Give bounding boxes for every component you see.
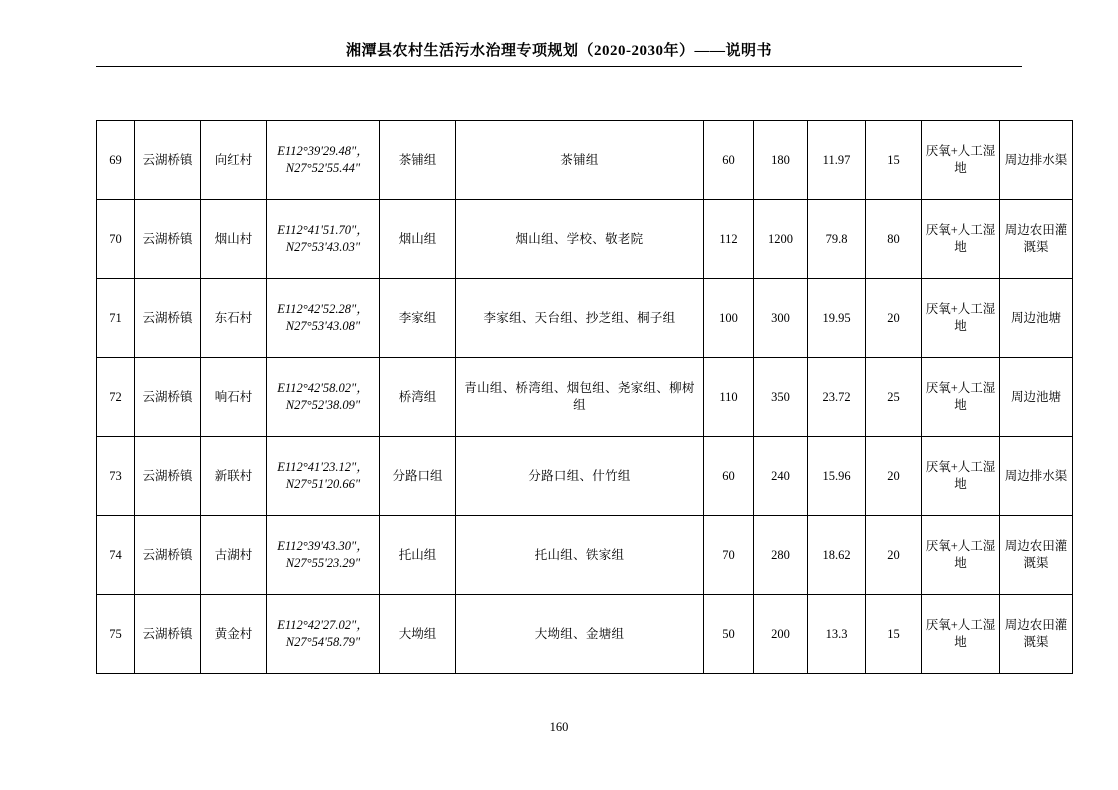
coordinate-east: E112°41'23.12"，	[277, 460, 369, 474]
cell-population: 300	[754, 279, 808, 358]
cell-sewage-volume: 15.96	[808, 437, 866, 516]
coordinate-north: N27°52'55.44"	[285, 161, 361, 175]
cell-no: 69	[97, 121, 135, 200]
cell-technology: 厌氧+人工湿地	[922, 595, 1000, 674]
cell-coordinates	[267, 595, 380, 674]
cell-households: 60	[704, 437, 754, 516]
village-sewage-table	[96, 120, 1073, 674]
cell-households: 70	[704, 516, 754, 595]
cell-population: 350	[754, 358, 808, 437]
cell-population: 200	[754, 595, 808, 674]
cell-outlet: 周边农田灌溉渠	[1000, 595, 1073, 674]
cell-no: 73	[97, 437, 135, 516]
page-header	[96, 42, 1022, 67]
cell-outlet: 周边农田灌溉渠	[1000, 516, 1073, 595]
cell-coordinates	[267, 358, 380, 437]
coordinate-east: E112°42'27.02"，	[277, 618, 369, 632]
cell-no: 70	[97, 200, 135, 279]
cell-sewage-volume: 23.72	[808, 358, 866, 437]
cell-village: 烟山村	[201, 200, 267, 279]
cell-scale: 15	[866, 121, 922, 200]
cell-group: 茶铺组	[380, 121, 456, 200]
cell-scale: 20	[866, 279, 922, 358]
cell-no: 71	[97, 279, 135, 358]
cell-village: 古湖村	[201, 516, 267, 595]
cell-outlet: 周边排水渠	[1000, 437, 1073, 516]
cell-technology: 厌氧+人工湿地	[922, 279, 1000, 358]
cell-no: 74	[97, 516, 135, 595]
cell-town: 云湖桥镇	[135, 358, 201, 437]
cell-sewage-volume: 11.97	[808, 121, 866, 200]
cell-town: 云湖桥镇	[135, 121, 201, 200]
cell-population: 280	[754, 516, 808, 595]
cell-group: 大坳组	[380, 595, 456, 674]
table-row	[97, 516, 1073, 595]
cell-technology: 厌氧+人工湿地	[922, 200, 1000, 279]
cell-groups-covered: 青山组、桥湾组、烟包组、尧家组、柳树组	[456, 358, 704, 437]
table-body	[97, 121, 1073, 674]
coordinate-north: N27°55'23.29"	[285, 556, 361, 570]
cell-coordinates	[267, 437, 380, 516]
cell-scale: 15	[866, 595, 922, 674]
coordinate-north: N27°53'43.08"	[285, 319, 361, 333]
cell-technology: 厌氧+人工湿地	[922, 437, 1000, 516]
cell-groups-covered: 大坳组、金塘组	[456, 595, 704, 674]
coordinate-north: N27°53'43.03"	[285, 240, 361, 254]
cell-technology: 厌氧+人工湿地	[922, 121, 1000, 200]
cell-households: 60	[704, 121, 754, 200]
cell-coordinates	[267, 200, 380, 279]
coordinate-north: N27°51'20.66"	[285, 477, 361, 491]
cell-scale: 80	[866, 200, 922, 279]
cell-coordinates	[267, 121, 380, 200]
table-row	[97, 200, 1073, 279]
page-number: 160	[549, 720, 569, 734]
cell-outlet: 周边池塘	[1000, 279, 1073, 358]
table-row	[97, 279, 1073, 358]
cell-village: 东石村	[201, 279, 267, 358]
cell-population: 240	[754, 437, 808, 516]
cell-town: 云湖桥镇	[135, 200, 201, 279]
coordinate-east: E112°39'29.48"，	[277, 144, 369, 158]
cell-group: 李家组	[380, 279, 456, 358]
table-row	[97, 358, 1073, 437]
coordinate-east: E112°42'52.28"，	[277, 302, 369, 316]
cell-households: 100	[704, 279, 754, 358]
cell-groups-covered: 烟山组、学校、敬老院	[456, 200, 704, 279]
coordinate-east: E112°39'43.30"，	[277, 539, 369, 553]
cell-coordinates	[267, 516, 380, 595]
cell-group: 分路口组	[380, 437, 456, 516]
cell-village: 响石村	[201, 358, 267, 437]
cell-outlet: 周边池塘	[1000, 358, 1073, 437]
cell-sewage-volume: 13.3	[808, 595, 866, 674]
data-table-container	[96, 120, 1068, 674]
cell-households: 110	[704, 358, 754, 437]
cell-groups-covered: 托山组、铁家组	[456, 516, 704, 595]
cell-coordinates	[267, 279, 380, 358]
cell-group: 托山组	[380, 516, 456, 595]
cell-no: 75	[97, 595, 135, 674]
cell-outlet: 周边农田灌溉渠	[1000, 200, 1073, 279]
cell-town: 云湖桥镇	[135, 516, 201, 595]
table-row	[97, 121, 1073, 200]
cell-village: 黄金村	[201, 595, 267, 674]
cell-village: 向红村	[201, 121, 267, 200]
coordinate-north: N27°54'58.79"	[285, 635, 361, 649]
cell-village: 新联村	[201, 437, 267, 516]
cell-scale: 20	[866, 516, 922, 595]
cell-households: 50	[704, 595, 754, 674]
cell-no: 72	[97, 358, 135, 437]
cell-population: 1200	[754, 200, 808, 279]
coordinate-north: N27°52'38.09"	[285, 398, 361, 412]
cell-town: 云湖桥镇	[135, 595, 201, 674]
cell-households: 112	[704, 200, 754, 279]
cell-scale: 20	[866, 437, 922, 516]
cell-groups-covered: 茶铺组	[456, 121, 704, 200]
cell-group: 桥湾组	[380, 358, 456, 437]
coordinate-east: E112°42'58.02"，	[277, 381, 369, 395]
cell-scale: 25	[866, 358, 922, 437]
cell-sewage-volume: 19.95	[808, 279, 866, 358]
cell-technology: 厌氧+人工湿地	[922, 516, 1000, 595]
cell-technology: 厌氧+人工湿地	[922, 358, 1000, 437]
cell-town: 云湖桥镇	[135, 437, 201, 516]
table-row	[97, 595, 1073, 674]
cell-groups-covered: 分路口组、什竹组	[456, 437, 704, 516]
cell-population: 180	[754, 121, 808, 200]
cell-groups-covered: 李家组、天台组、抄芝组、桐子组	[456, 279, 704, 358]
header-title: 湘潭县农村生活污水治理专项规划（2020-2030年）——说明书	[346, 43, 772, 59]
table-row	[97, 437, 1073, 516]
coordinate-east: E112°41'51.70"，	[277, 223, 369, 237]
cell-sewage-volume: 18.62	[808, 516, 866, 595]
cell-town: 云湖桥镇	[135, 279, 201, 358]
cell-outlet: 周边排水渠	[1000, 121, 1073, 200]
cell-group: 烟山组	[380, 200, 456, 279]
cell-sewage-volume: 79.8	[808, 200, 866, 279]
